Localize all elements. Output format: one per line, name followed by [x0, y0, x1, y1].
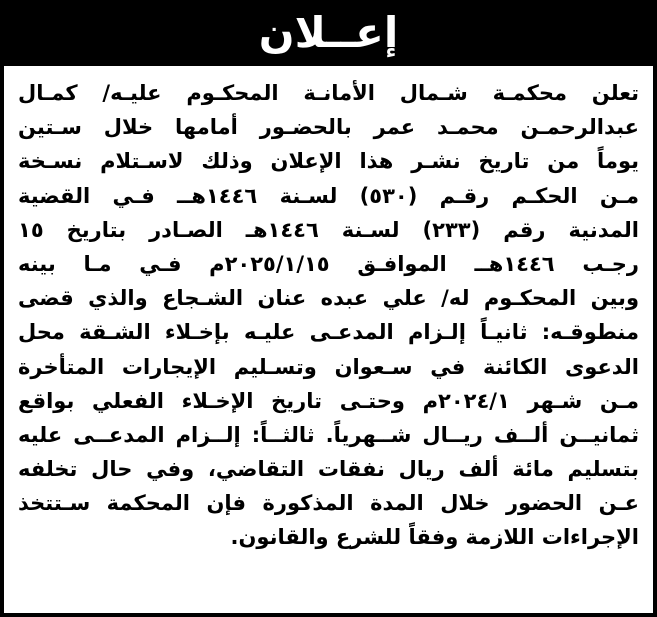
body-line-last: الإجراءات اللازمة وفقاً للشرع والقانون.: [230, 525, 639, 550]
body-line: منطوقـه: ثانيـاً إلـزام المدعـى عليـه بإخـلاء الشـقة محل: [18, 320, 639, 345]
body-line: ثمانيــن ألــف ريــال شــهرياً. ثالثــاً: إلــزام المدعــى عليه: [18, 422, 639, 447]
notice-body: [18, 76, 639, 555]
body-line: المدنية رقم (٢٣٣) لسـنة ١٤٤٦هـ الصـادر بتاريخ ١٥: [18, 217, 639, 242]
body-line: رجـب ١٤٤٦هــ الموافـق ٢٠٢٥/١/١٥م فـي مـا بينه: [18, 251, 639, 276]
body-line: تعلن محكمـة شـمال الأمانـة المحكـوم عليـه/ كمـال: [18, 81, 639, 105]
body-line: وبين المحكـوم له/ علي عبده عنان الشـجاع والذي قضى: [18, 286, 639, 311]
body-line: مـن شـهر ٢٠٢٤/١م وحتـى تاريخ الإخـلاء الفعلي بواقع: [18, 388, 639, 413]
notice-title: إعــلان: [258, 8, 399, 57]
body-line: بتسليم مائة ألف ريال نفقات التقاضي، وفي حال تخلفه: [18, 457, 639, 482]
body-line: عبدالرحمـن محمـد عمر بالحضـور أمامها خلال سـتين: [18, 115, 639, 140]
body-line: الدعوى الكائنة في سـعوان وتسـليم الإيجارات المتأخرة: [18, 354, 639, 379]
body-line: يوماً من تاريخ نشـر هذا الإعلان وذلك لاسـتلام نسـخة: [18, 149, 639, 174]
body-line: عـن الحضور خلال المدة المذكورة فإن المحكمة سـتتخذ: [18, 491, 639, 516]
notice-header-bar: [4, 4, 653, 66]
body-line: مـن الحكـم رقـم (٥٣٠) لسـنة ١٤٤٦هــ فـي القضية: [18, 183, 639, 208]
